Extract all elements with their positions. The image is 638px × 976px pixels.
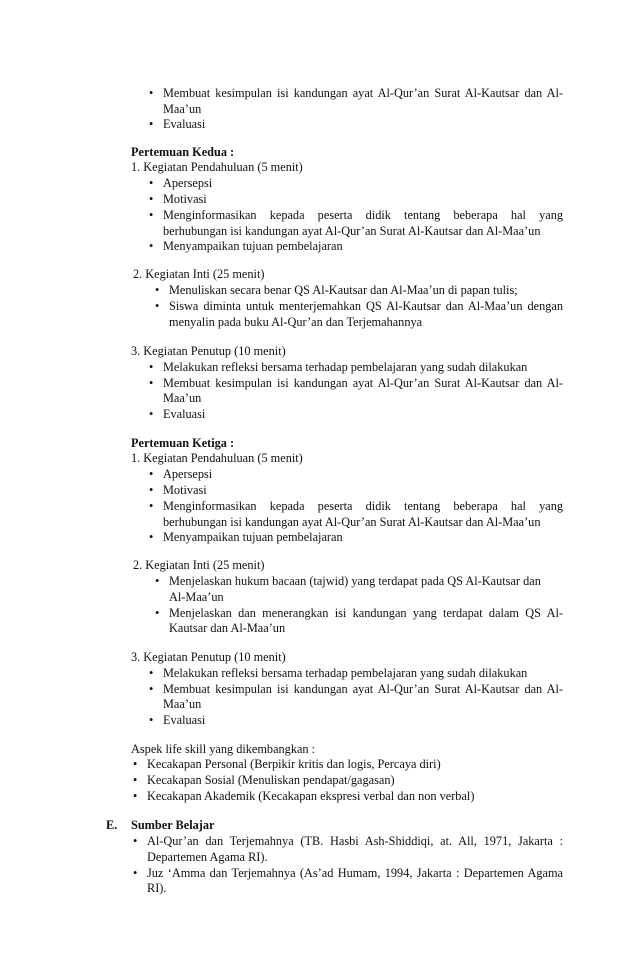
list-item-continuation: Maa’un bbox=[163, 102, 202, 116]
list-item-continuation: RI). bbox=[147, 881, 167, 895]
list-item: • Evaluasi bbox=[163, 713, 205, 729]
list-item: • Evaluasi bbox=[163, 407, 205, 423]
list-item-continuation: Al-Maa’un bbox=[169, 590, 224, 604]
list-item: • Menyampaikan tujuan pembelajaran bbox=[163, 239, 343, 255]
subsection-title: 1. Kegiatan Pendahuluan (5 menit) bbox=[131, 451, 303, 465]
list-item: • Kecakapan Sosial (Menuliskan pendapat/gagasan) bbox=[147, 773, 395, 789]
list-item: • Menginformasikan kepada peserta didik tentang beberapa hal yang bbox=[163, 499, 563, 515]
lifeskill-title: Aspek life skill yang dikembangkan : bbox=[131, 742, 316, 756]
section-heading-sumber-belajar: Sumber Belajar bbox=[131, 818, 215, 832]
list-item: • Apersepsi bbox=[163, 467, 212, 483]
list-item: • Apersepsi bbox=[163, 176, 212, 192]
section-heading-pertemuan-kedua: Pertemuan Kedua : bbox=[131, 145, 235, 159]
list-item: • Menuliskan secara benar QS Al-Kautsar dan Al-Maa’un di papan tulis; bbox=[169, 283, 518, 299]
list-item-continuation: menyalin pada buku Al-Qur’an dan Terjemahannya bbox=[169, 315, 423, 329]
list-item: • Motivasi bbox=[163, 192, 207, 208]
subsection-title: 1. Kegiatan Pendahuluan (5 menit) bbox=[131, 160, 303, 174]
list-item: • Siswa diminta untuk menterjemahkan QS Al-Kautsar dan Al-Maa’un dengan bbox=[169, 299, 563, 315]
subsection-title: 3. Kegiatan Penutup (10 menit) bbox=[131, 650, 286, 664]
list-item: • Al-Qur’an dan Terjemahnya (TB. Hasbi Ash-Shiddiqi, at. All, 1971, Jakarta : bbox=[147, 834, 563, 850]
list-item: • Motivasi bbox=[163, 483, 207, 499]
subsection-title: 2. Kegiatan Inti (25 menit) bbox=[133, 267, 265, 281]
list-item: • Menginformasikan kepada peserta didik tentang beberapa hal yang bbox=[163, 208, 563, 224]
list-item: • Melakukan refleksi bersama terhadap pembelajaran yang sudah dilakukan bbox=[163, 666, 527, 682]
list-item: • Kecakapan Akademik (Kecakapan ekspresi verbal dan non verbal) bbox=[147, 789, 474, 805]
list-item-continuation: Maa’un bbox=[163, 391, 202, 405]
list-item: • Membuat kesimpulan isi kandungan ayat Al-Qur’an Surat Al-Kautsar dan Al- bbox=[163, 86, 563, 102]
subsection-title: 3. Kegiatan Penutup (10 menit) bbox=[131, 344, 286, 358]
section-heading-pertemuan-ketiga: Pertemuan Ketiga : bbox=[131, 436, 235, 450]
list-item: • Membuat kesimpulan isi kandungan ayat Al-Qur’an Surat Al-Kautsar dan Al- bbox=[163, 682, 563, 698]
list-item-continuation: Departemen Agama RI). bbox=[147, 850, 268, 864]
subsection-title: 2. Kegiatan Inti (25 menit) bbox=[133, 558, 265, 572]
list-item: • Evaluasi bbox=[163, 117, 205, 133]
list-item: • Menyampaikan tujuan pembelajaran bbox=[163, 530, 343, 546]
list-item-continuation: Maa’un bbox=[163, 697, 202, 711]
list-item-continuation: Kautsar dan Al-Maa’un bbox=[169, 621, 286, 635]
list-item: • Kecakapan Personal (Berpikir kritis dan logis, Percaya diri) bbox=[147, 757, 441, 773]
list-item: • Menjelaskan dan menerangkan isi kandungan yang terdapat dalam QS Al- bbox=[169, 606, 563, 622]
list-item: • Melakukan refleksi bersama terhadap pembelajaran yang sudah dilakukan bbox=[163, 360, 527, 376]
list-item: • Menjelaskan hukum bacaan (tajwid) yang terdapat pada QS Al-Kautsar dan bbox=[169, 574, 541, 590]
list-item: • Juz ‘Amma dan Terjemahnya (As’ad Humam, 1994, Jakarta : Departemen Agama bbox=[147, 866, 563, 882]
list-item-continuation: berhubungan isi kandungan ayat Al-Qur’an Surat Al-Kautsar dan Al-Maa’un bbox=[163, 224, 541, 238]
list-item-continuation: berhubungan isi kandungan ayat Al-Qur’an Surat Al-Kautsar dan Al-Maa’un bbox=[163, 515, 541, 529]
list-item: • Membuat kesimpulan isi kandungan ayat Al-Qur’an Surat Al-Kautsar dan Al- bbox=[163, 376, 563, 392]
section-letter: E. bbox=[106, 818, 118, 832]
